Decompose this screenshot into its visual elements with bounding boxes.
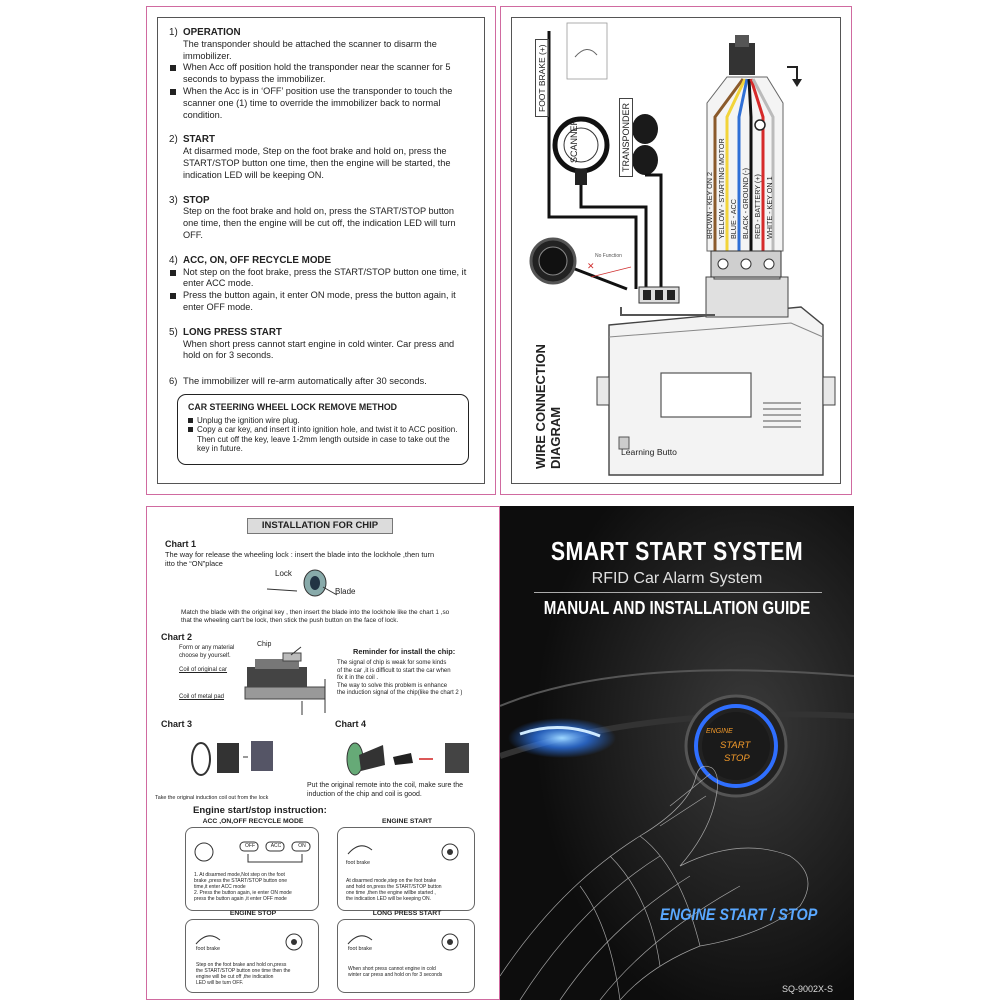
cover-subtitle: RFID Car Alarm System [591, 570, 763, 587]
step-acc-on-off: ACC ,ON,OFF RECYCLE MODE OFF ACC ON 1. At disarmed mode,Not step on the foot brake ,press the START/STOP button one time,it enter ACC mode 2. Press the button again, ie enter ON mode press the button again ,it enter OFF mode [185, 827, 319, 911]
chip-installation-panel [146, 506, 500, 1000]
wire-diagram-title: WIRE CONNECTION DIAGRAM [533, 344, 563, 469]
chart4-title: Chart 4 [335, 719, 367, 729]
chip-coil-illustration [245, 647, 325, 715]
operation-text: When short press cannot start engine in cold winter. Car press and hold on for 3 seconds. [183, 338, 455, 361]
wire-label: WHITE - KEY ON 1 [765, 176, 774, 239]
svg-text:✕: ✕ [587, 261, 595, 271]
cover-tagline: ENGINE START / STOP [660, 905, 818, 924]
step-text: Step on the foot brake and hold on,press the START/STOP button one time then the engine will be cut off ,the indication LED will be turn OFF. [196, 962, 291, 986]
operation-section-title: 2) START [169, 134, 215, 146]
button-stop-text: STOP [724, 753, 750, 764]
lock-remove-item: Unplug the ignition wire plug. [188, 416, 458, 426]
operation-section-title: 1) OPERATION [169, 27, 241, 38]
wire-label: BLUE - ACC [729, 199, 738, 239]
operation-section [169, 27, 469, 121]
lock-remove-item: Copy a car key, and insert it into ignition hole, and twist it to ACC position. Then cut off the key, leave 1-2mm length outside in case to take out the key in future. [188, 425, 458, 454]
wire-diagram-panel [500, 6, 852, 495]
wire-label: BROWN - KEY ON 2 [705, 172, 714, 239]
coil-original-label: Coil of original car [179, 667, 228, 673]
wire-label: YELLOW - STARTING MOTOR [717, 138, 726, 239]
mode-on: ON [298, 843, 306, 849]
foot-brake-icon [338, 832, 476, 872]
reminder-title: Reminder for install the chip: [353, 647, 456, 656]
chart2-title: Chart 2 [161, 632, 193, 642]
foot-brake-caption: foot brake [196, 946, 220, 952]
chart1-note: Match the blade with the original key , then insert the blade into the lockhole like the chart 1 ,so that the wheeling can't be lock, then stick the push button on the face of lock. [181, 609, 450, 624]
scanner-illustration [555, 119, 607, 185]
operation-bullet: When Acc off position hold the transponder near the scanner for 5 seconds to bypass the immobilizer. [169, 62, 469, 86]
mode-acc: ACC [270, 843, 282, 849]
operation-text: At disarmed mode, Step on the foot brake and hold on, press the START/STOP button one time, then the engine will be started, the indication LED will be keeping ON. [183, 146, 451, 180]
operation-section [169, 255, 469, 314]
blade-label: Blade [335, 587, 356, 596]
cover-divider [534, 592, 822, 593]
model-number: SQ-9002X-S [782, 984, 834, 994]
no-function-label: No Function [595, 253, 622, 259]
operation-section-title: 5) LONG PRESS START [169, 326, 282, 338]
chart3-illustration [192, 741, 273, 775]
step-text: When short press cannot engine in cold winter car press and hold on for 3 seconds [348, 966, 443, 978]
chip-label: Chip [257, 641, 272, 648]
operation-bullet: Not step on the foot brake, press the START/STOP button one time, it enter ACC mode. [169, 267, 469, 291]
chart1-title: Chart 1 [165, 539, 197, 549]
operation-text: Step on the foot brake and hold on, press the START/STOP button one time, then the engine will be cut off, the indication LED will turn OFF. [183, 206, 456, 240]
coil-metal-label: Coil of metal pad [179, 694, 225, 700]
chart4-illustration [347, 743, 469, 775]
instruction-title: Engine start/stop instruction: [193, 805, 327, 816]
cover-guide-title: MANUAL AND INSTALLATION GUIDE [543, 598, 811, 618]
operation-section [169, 195, 469, 242]
foot-brake-label: FOOT BRAKE (+) [535, 39, 549, 117]
foot-brake-icon [186, 924, 320, 958]
push-button-illustration [531, 239, 575, 283]
step-engine-stop: ENGINE STOP foot brake Step on the foot brake and hold on,press the START/STOP button one time then the engine will be cut off ,the indication LED will be turn OFF. [185, 919, 319, 993]
wire-label: BLACK - GROUND (-) [741, 167, 750, 239]
form-material-label: Form or any material choose by yourself. [179, 645, 235, 659]
operation-section [169, 327, 469, 362]
lock-remove-box [177, 394, 469, 465]
connector-plug [711, 251, 781, 277]
step-engine-start: ENGINE START foot brake At disarmed mode,step on the foot brake and hold on,press the START/STOP button one time ,then the engine willbe started , the indication LED will be keeping ON. [337, 827, 475, 911]
cover-title: SMART START SYSTEM [550, 536, 804, 566]
operation-section-title: 4) ACC, ON, OFF RECYCLE MODE [169, 254, 332, 266]
chart3-title: Chart 3 [161, 719, 193, 729]
chart4-caption: Put the original remote into the coil, make sure the induction of the chip and coil is good. [307, 782, 464, 798]
operation-instructions [169, 27, 469, 375]
transponder-label: TRANSPONDER [619, 98, 633, 177]
reminder-text: The signal of chip is weak for some kinds of the car ,it is difficult to start the car when fix it in the coil . The way to solve this problem is enhance the induction signal of the chip(like the chart 2 ) [337, 660, 463, 697]
operation-section [169, 134, 469, 181]
chip-header: INSTALLATION FOR CHIP [247, 518, 393, 534]
operation-section-title: 3) STOP [169, 194, 210, 206]
chart3-caption: Take the original induction coil out from the lock [155, 795, 269, 801]
mode-cycle-icon [186, 832, 320, 872]
step-text: At disarmed mode,step on the foot brake and hold on,press the START/STOP button one time ,then the engine willbe started , the indication LED will be keeping ON. [346, 878, 442, 902]
foot-brake-caption: foot brake [346, 860, 370, 866]
button-start-text: START [720, 740, 751, 751]
operation-bullet: When the Acc is in ‘OFF’ position use the transponder to touch the scanner one (1) time to override the immobilizer back to normal condition. [169, 86, 469, 121]
lock-label: Lock [275, 569, 292, 578]
foot-brake-caption: foot brake [348, 946, 372, 952]
step-long-press: LONG PRESS START foot brake When short press cannot engine in cold winter car press and hold on for 3 seconds [337, 919, 475, 993]
control-box-illustration [597, 251, 835, 475]
wire-label: RED - BATTERY (+) [753, 174, 762, 239]
scanner-label: SCANNER [569, 118, 579, 163]
foot-brake-icon [338, 924, 476, 958]
step-text: 1. At disarmed mode,Not step on the foot brake ,press the START/STOP button one time,it enter ACC mode 2. Press the button again, ie enter ON mode press the button again ,it enter OFF mode [194, 872, 292, 902]
operation-bullet: Press the button again, it enter ON mode, press the button again, it enter OFF mode. [169, 290, 469, 314]
operation-text: The transponder should be attached the scanner to disarm the immobilizer. [183, 38, 437, 61]
cover-panel [500, 506, 854, 1000]
button-engine-text: ENGINE [706, 728, 733, 735]
operation-panel [146, 6, 496, 495]
learning-button-label: Learning Butto [621, 447, 677, 457]
chart1-desc: The way for release the wheeling lock : insert the blade into the lockhole ,then turn itto the “ON”place [165, 550, 435, 568]
lock-remove-title: CAR STEERING WHEEL LOCK REMOVE METHOD [188, 402, 398, 412]
mode-off: OFF [245, 843, 255, 849]
transponder-illustration [632, 114, 658, 175]
rearm-note: 6) The immobilizer will re-arm automatically after 30 seconds. [169, 375, 427, 386]
